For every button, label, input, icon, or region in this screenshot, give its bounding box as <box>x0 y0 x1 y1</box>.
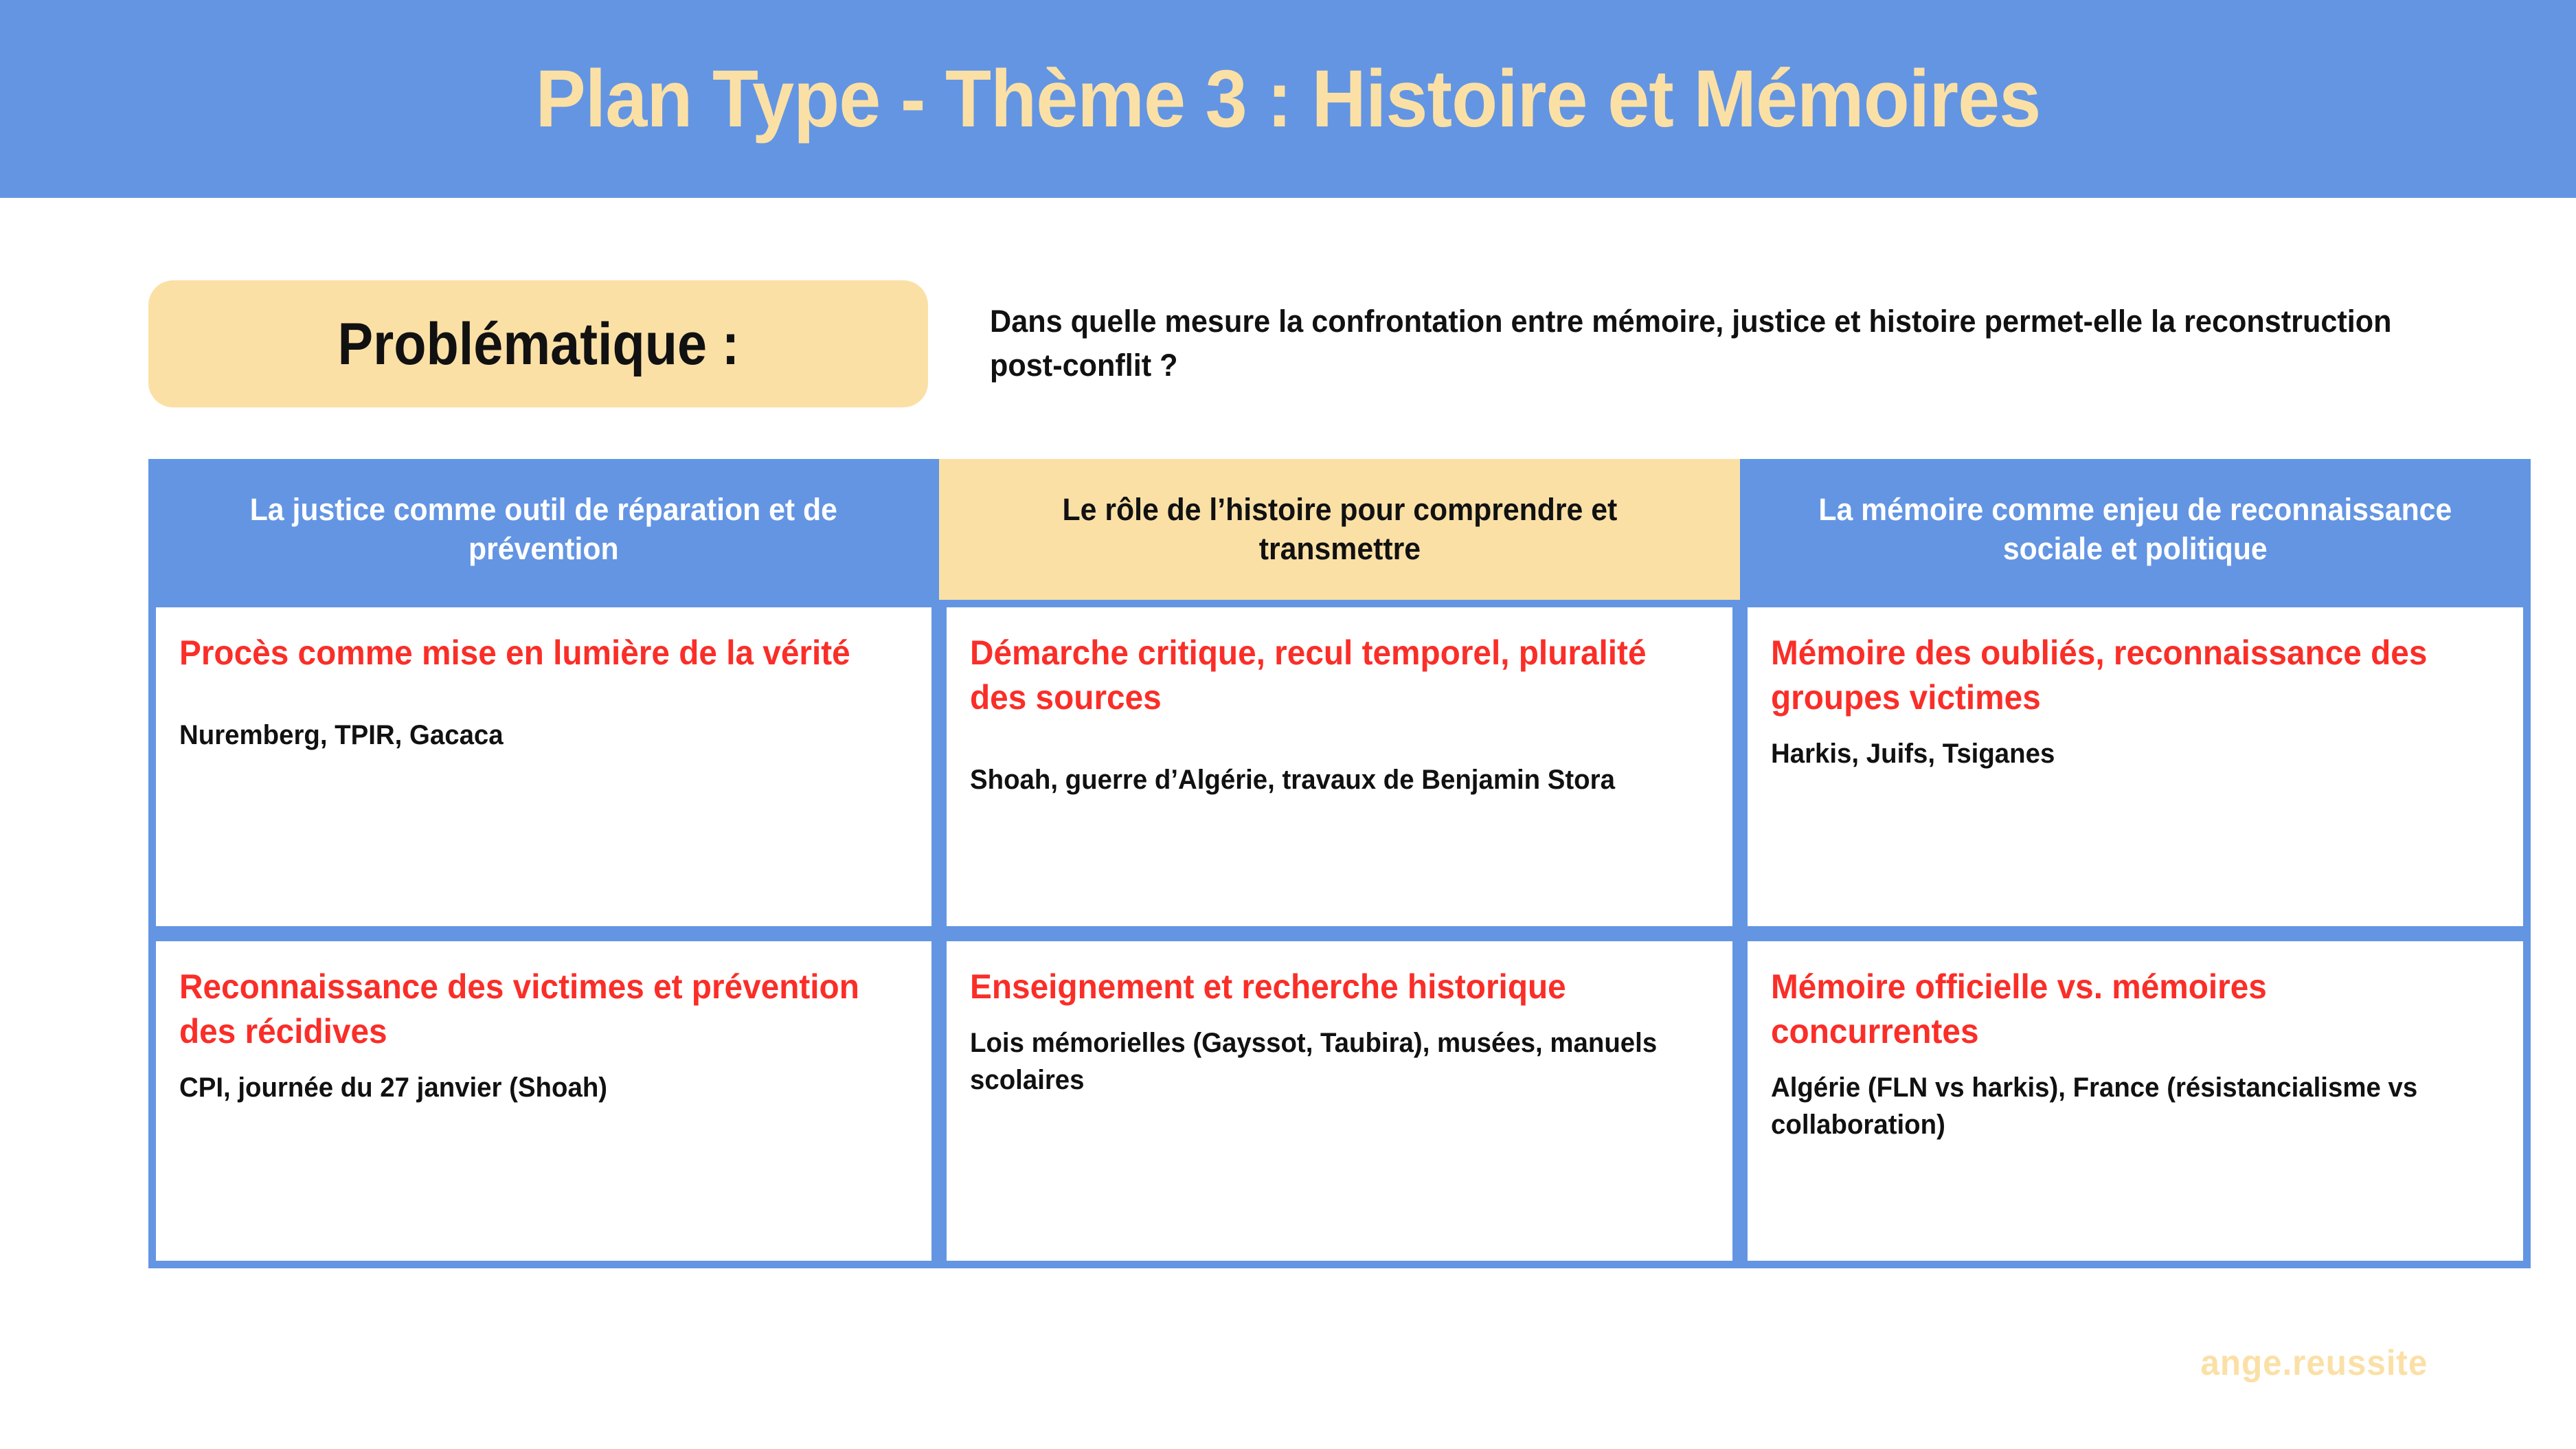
cell-detail: Harkis, Juifs, Tsiganes <box>1771 738 2055 769</box>
table-row <box>148 934 2531 1268</box>
cell-heading: Démarche critique, recul temporel, pluralité des sources <box>969 633 1647 717</box>
cell-detail: Shoah, guerre d’Algérie, travaux de Benjamin Stora <box>969 764 1615 795</box>
table-cell-r1c1 <box>148 600 939 934</box>
table-header-col-histoire <box>939 459 1741 600</box>
cell-heading: Enseignement et recherche historique <box>969 967 1566 1007</box>
plan-table <box>148 459 2531 1268</box>
table-cell-r2c2 <box>939 934 1741 1268</box>
table-cell-r2c3 <box>1740 934 2531 1268</box>
table-header-label: Le rôle de l’histoire pour comprendre et transmettre <box>1062 491 1617 567</box>
cell-heading: Reconnaissance des victimes et prévention des récidives <box>179 967 859 1051</box>
table-header-label: La mémoire comme enjeu de reconnaissance sociale et politique <box>1818 491 2452 567</box>
table-header-col-justice <box>148 459 939 600</box>
problematique-badge <box>148 280 928 407</box>
table-header-row <box>148 459 2531 600</box>
header-banner <box>0 0 2576 198</box>
page-title: Plan Type - Thème 3 : Histoire et Mémoires <box>535 54 2041 144</box>
table-cell-r1c2 <box>939 600 1741 934</box>
table-header-col-memoire <box>1740 459 2531 600</box>
cell-detail: Algérie (FLN vs harkis), France (résistancialisme vs collaboration) <box>1771 1072 2418 1141</box>
cell-detail: CPI, journée du 27 janvier (Shoah) <box>179 1072 608 1103</box>
problematique-question: Dans quelle mesure la confrontation entre mémoire, justice et histoire permet-elle la reconstruction post-conflit ? <box>990 304 2392 383</box>
cell-heading: Mémoire des oubliés, reconnaissance des groupes victimes <box>1771 633 2428 717</box>
cell-heading: Mémoire officielle vs. mémoires concurrentes <box>1771 967 2268 1051</box>
cell-heading: Procès comme mise en lumière de la vérité <box>179 633 850 672</box>
table-row <box>148 600 2531 934</box>
table-header-label: La justice comme outil de réparation et de prévention <box>249 491 837 567</box>
problematique-label: Problématique : <box>337 311 739 377</box>
watermark: ange.reussite <box>2200 1343 2428 1383</box>
cell-detail: Nuremberg, TPIR, Gacaca <box>179 719 504 750</box>
table-cell-r1c3 <box>1740 600 2531 934</box>
cell-detail: Lois mémorielles (Gayssot, Taubira), musées, manuels scolaires <box>969 1028 1657 1096</box>
problematique-section <box>148 280 2532 407</box>
table-cell-r2c1 <box>148 934 939 1268</box>
